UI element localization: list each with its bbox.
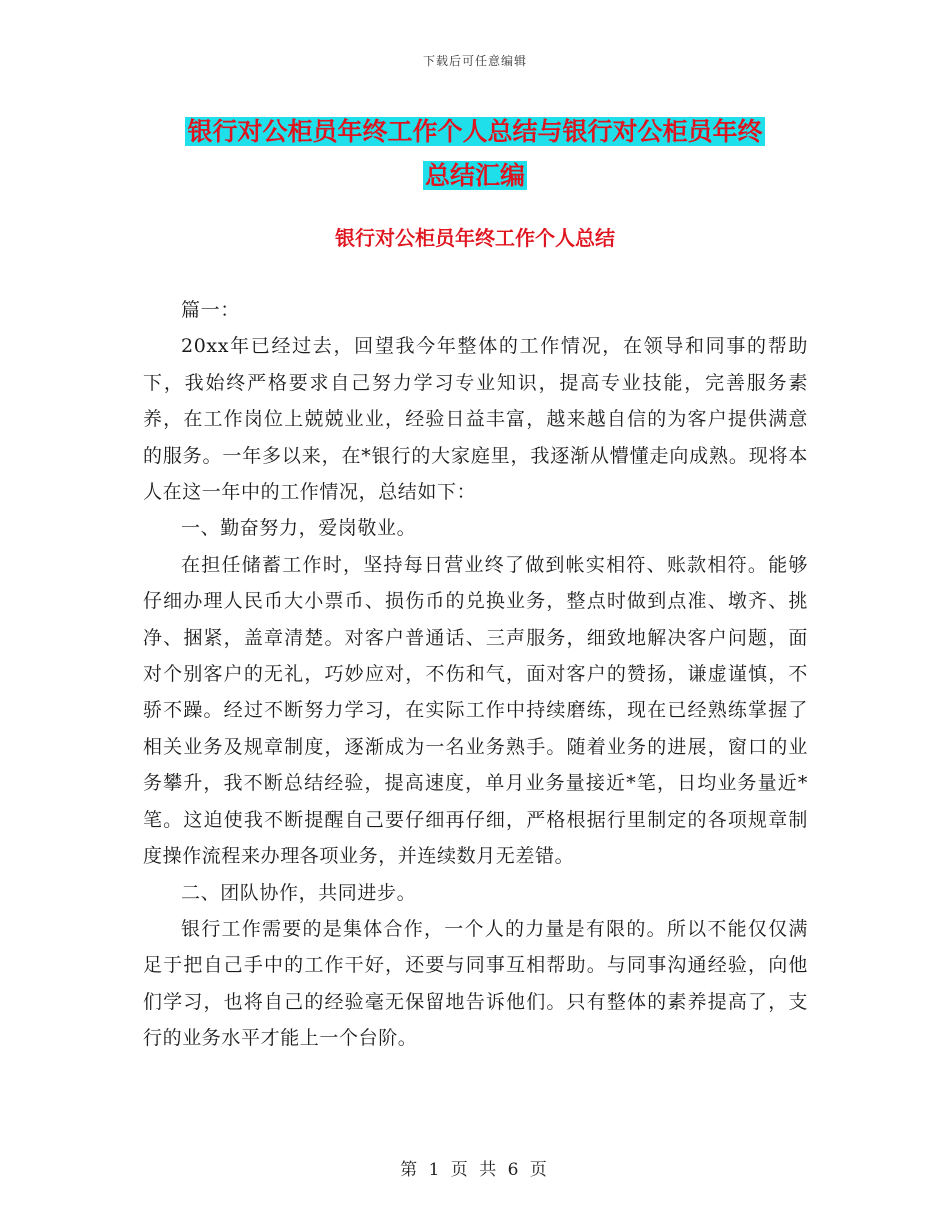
- paragraph: 银行工作需要的是集体合作，一个人的力量是有限的。所以不能仅仅满足于把自己手中的工作干好，还要与同事互相帮助。与同事沟通经验，向他们学习，也将自己的经验毫无保留地告诉他们。只有整体的素养提高了，支行的业务水平才能上一个台阶。: [143, 917, 808, 1050]
- paragraph: 二、团队协作，共同进步。: [181, 881, 417, 904]
- paragraph: 篇一：: [181, 299, 240, 321]
- document-title-line-1: 银行对公柜员年终工作个人总结与银行对公柜员年终: [187, 117, 763, 146]
- page-number: 第 1 页 共 6 页: [400, 1160, 550, 1180]
- section-title: 银行对公柜员年终工作个人总结: [335, 226, 615, 250]
- document-body: [143, 292, 808, 1057]
- document-title: [0, 110, 950, 198]
- paragraph: 一、勤奋努力，爱岗敬业。: [181, 517, 417, 540]
- paragraph: 在担任储蓄工作时，坚持每日营业终了做到帐实相符、账款相符。能够仔细办理人民币大小票币、损伤币的兑换业务，整点时做到点准、墩齐、挑净、捆紧，盖章清楚。对客户普通话、三声服务，细致地解决客户问题，面对个别客户的无礼，巧妙应对，不伤和气，面对客户的赞扬，谦虚谨慎，不骄不躁。经过不断努力学习，在实际工作中持续磨练，现在已经熟练掌握了相关业务及规章制度，逐渐成为一名业务熟手。随着业务的进展，窗口的业务攀升，我不断总结经验，提高速度，单月业务量接近*笔，日均业务量近*笔。这迫使我不断提醒自己要仔细再仔细，严格根据行里制定的各项规章制度操作流程来办理各项业务，并连续数月无差错。: [143, 553, 808, 868]
- header-note: 下载后可任意编辑: [422, 54, 527, 68]
- document-title-line-2: 总结汇编: [424, 161, 525, 190]
- paragraph: 20xx年已经过去，回望我今年整体的工作情况，在领导和同事的帮助下，我始终严格要求自己努力学习专业知识，提高专业技能，完善服务素养，在工作岗位上兢兢业业，经验日益丰富，越来越自信的为客户提供满意的服务。一年多以来，在*银行的大家庭里，我逐渐从懵懂走向成熟。现将本人在这一年中的工作情况，总结如下：: [143, 335, 808, 504]
